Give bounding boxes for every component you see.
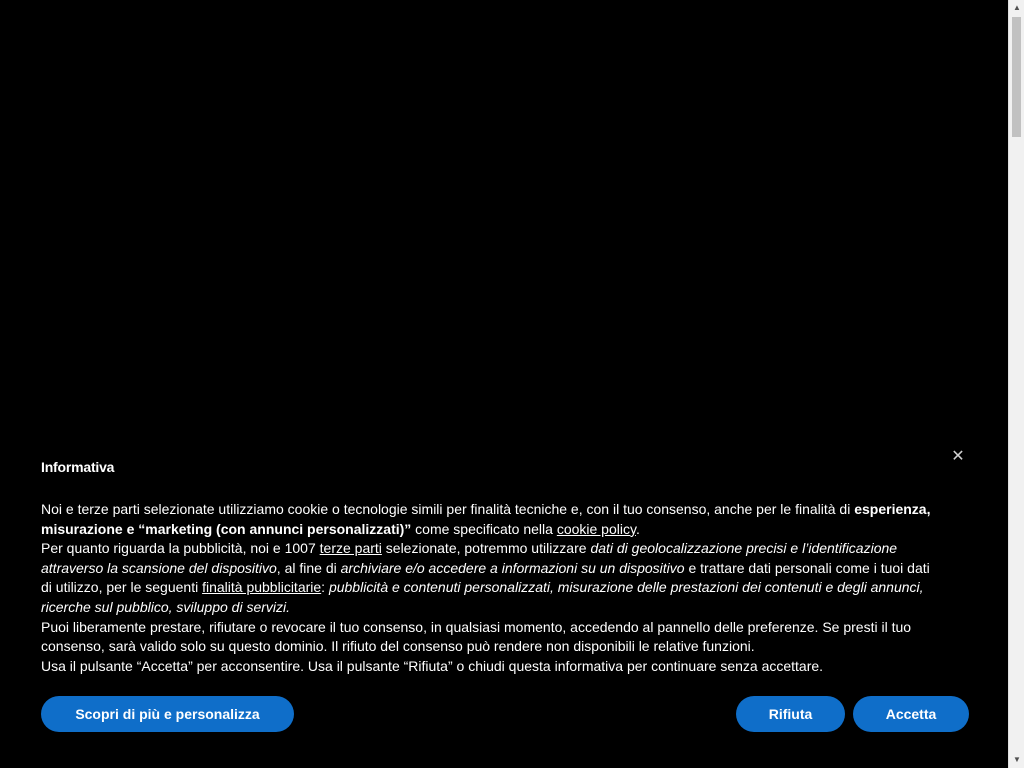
paragraph-advertising xyxy=(41,539,941,617)
ad-purposes-link[interactable]: finalità pubblicitarie xyxy=(202,579,322,596)
accept-button[interactable]: Accetta xyxy=(853,696,969,732)
text-bold: esperienza, misurazione e “marketing (con annunci personalizzati)” xyxy=(41,501,931,537)
text-italic: pubblicità e contenuti personalizzati, misurazione delle prestazioni dei contenuti e degli annunci, ricerche sul pubblico, sviluppo di servizi. xyxy=(41,579,924,615)
text-italic: archiviare e/o accedere a informazioni su un dispositivo xyxy=(340,559,685,576)
text: , al fine di xyxy=(276,559,341,576)
close-button[interactable] xyxy=(948,446,968,466)
scroll-down-icon[interactable]: ▼ xyxy=(1013,755,1021,764)
text: selezionate, potremmo utilizzare xyxy=(381,540,591,557)
third-parties-link[interactable]: terze parti xyxy=(319,540,382,557)
cookie-consent-banner xyxy=(0,432,1008,768)
scroll-up-icon[interactable]: ▲ xyxy=(1013,3,1021,12)
customize-button[interactable]: Scopri di più e personalizza xyxy=(41,696,294,732)
paragraph-buttons-info: Usa il pulsante “Accetta” per acconsentire. Usa il pulsante “Rifiuta” o chiudi questa informativa per continuare senza accettare. xyxy=(41,657,824,674)
close-icon: ✕ xyxy=(951,448,965,465)
banner-title: Informativa xyxy=(41,459,115,475)
text: Per quanto riguarda la pubblicità, noi e 1007 xyxy=(41,540,320,557)
paragraph-intro xyxy=(41,500,941,539)
scrollbar-thumb[interactable] xyxy=(1012,17,1021,137)
text-italic: dati di geolocalizzazione precisi e l’identificazione attraverso la scansione del dispositivo xyxy=(41,540,898,576)
text: . xyxy=(635,520,640,537)
text: e trattare dati personali come i tuoi dati di utilizzo, per le seguenti xyxy=(41,559,930,596)
text: : xyxy=(321,579,329,596)
paragraph-consent-info: Puoi liberamente prestare, rifiutare o revocare il tuo consenso, in qualsiasi momento, accedendo al pannello delle preferenze. Se presti il tuo consenso, sarà valido solo su questo dominio. Il rifiuto del consenso può rendere non disponibili le relative funzioni. xyxy=(41,618,912,655)
cookie-policy-link[interactable]: cookie policy xyxy=(556,520,636,537)
vertical-scrollbar[interactable] xyxy=(1008,0,1024,768)
banner-body xyxy=(41,500,941,676)
text: Noi e terze parti selezionate utilizziamo cookie o tecnologie simili per finalità tecniche e, con il tuo consenso, anche per le finalità di xyxy=(41,501,855,517)
text: come specificato nella xyxy=(411,520,557,537)
reject-button[interactable]: Rifiuta xyxy=(736,696,845,732)
